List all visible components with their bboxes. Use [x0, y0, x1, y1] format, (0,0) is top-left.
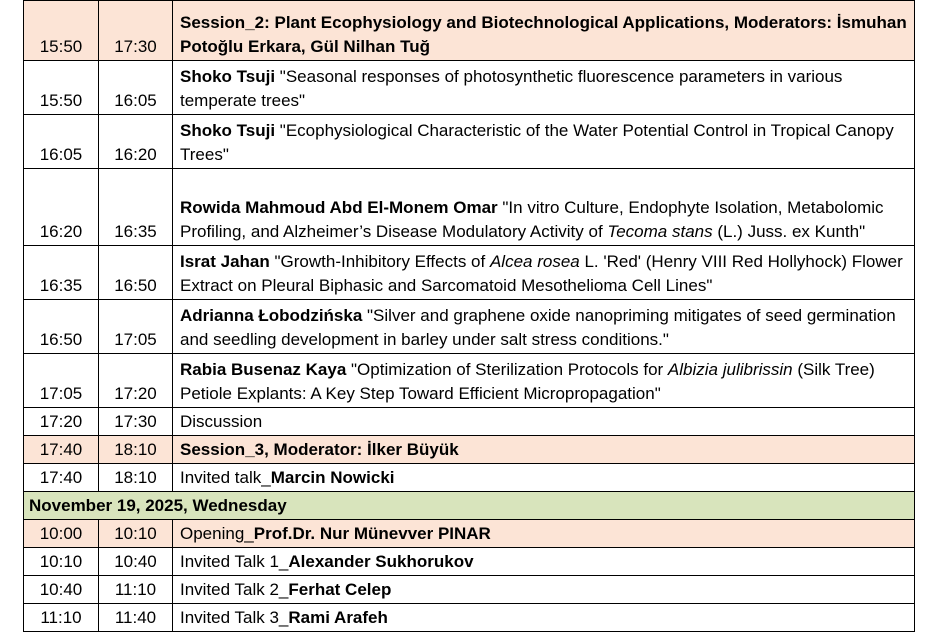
table-row — [24, 604, 915, 632]
table-row — [24, 300, 915, 354]
end-time: 16:50 — [99, 246, 173, 300]
talk-title: "In vitro Culture, Endophyte Isolation, Metabolomic Profiling, and Alzheimer’s Disease Modulatory Activity of — [180, 198, 884, 241]
day-header-row — [24, 492, 915, 520]
speaker-name: Prof.Dr. Nur Münevver PINAR — [253, 524, 491, 543]
end-time: 16:05 — [99, 61, 173, 115]
speaker-name: Shoko Tsuji — [180, 67, 276, 86]
talk-title-end: (L.) Juss. ex Kunth" — [712, 222, 866, 241]
table-row — [24, 246, 915, 300]
end-time: 11:10 — [99, 576, 173, 604]
table-row — [24, 576, 915, 604]
table-row — [24, 436, 915, 464]
talk-cell — [173, 169, 915, 246]
end-time: 18:10 — [99, 436, 173, 464]
end-time: 17:30 — [99, 408, 173, 436]
talk-label: Opening_ — [180, 524, 254, 543]
invited-talk-cell — [173, 604, 915, 632]
speaker-name: Marcin Nowicki — [270, 468, 395, 487]
start-time: 10:10 — [24, 548, 99, 576]
start-time: 15:50 — [24, 61, 99, 115]
discussion-cell: Discussion — [173, 408, 915, 436]
table-row — [24, 548, 915, 576]
start-time: 15:50 — [24, 1, 99, 61]
speaker-name: Rowida Mahmoud Abd El-Monem Omar — [180, 198, 498, 217]
table-row — [24, 354, 915, 408]
talk-label: Invited Talk 3_ — [180, 608, 289, 627]
end-time: 16:20 — [99, 115, 173, 169]
table-row — [24, 408, 915, 436]
talk-cell — [173, 354, 915, 408]
start-time: 17:40 — [24, 436, 99, 464]
day-header — [24, 492, 915, 520]
table-row — [24, 1, 915, 61]
end-time: 11:40 — [99, 604, 173, 632]
start-time: 16:50 — [24, 300, 99, 354]
end-time: 17:30 — [99, 1, 173, 61]
talk-title: "Seasonal responses of photosynthetic fluorescence parameters in various temperate trees" — [180, 67, 843, 110]
start-time: 11:10 — [24, 604, 99, 632]
speaker-name: Rabia Busenaz Kaya — [180, 360, 347, 379]
talk-label: Invited Talk 2_ — [180, 580, 289, 599]
session-header — [173, 1, 915, 61]
talk-label: Invited talk_ — [180, 468, 271, 487]
table-row — [24, 520, 915, 548]
table-row — [24, 464, 915, 492]
end-time: 10:40 — [99, 548, 173, 576]
opening-cell — [173, 520, 915, 548]
table-row — [24, 169, 915, 246]
talk-title: "Silver and graphene oxide nanopriming mitigates of seed germination and seedling development in barley under salt stress conditions." — [180, 306, 896, 349]
start-time: 17:40 — [24, 464, 99, 492]
start-time: 16:20 — [24, 169, 99, 246]
talk-title-end: L. 'Red' (Henry VIII Red Hollyhock) Flower Extract on Pleural Biphasic and Sarcomatoid Mesothelioma Cell Lines" — [180, 252, 903, 295]
invited-talk-cell — [173, 548, 915, 576]
species-name: Alcea rosea — [489, 252, 580, 271]
speaker-name: Adrianna Łobodzińska — [180, 306, 363, 325]
species-name: Tecoma stans — [607, 222, 713, 241]
end-time: 17:20 — [99, 354, 173, 408]
talk-cell — [173, 61, 915, 115]
session-title: Session_2: Plant Ecophysiology and Biotechnological Applications, Moderators: İsmuhan Potoğlu Erkara, Gül Nilhan Tuğ — [180, 13, 907, 56]
start-time: 10:00 — [24, 520, 99, 548]
talk-cell — [173, 115, 915, 169]
speaker-name: Israt Jahan — [180, 252, 270, 271]
species-name: Albizia julibrissin — [667, 360, 793, 379]
end-time: 17:05 — [99, 300, 173, 354]
start-time: 17:20 — [24, 408, 99, 436]
table-row — [24, 115, 915, 169]
end-time: 16:35 — [99, 169, 173, 246]
session-header — [173, 436, 915, 464]
talk-title-end: (Silk Tree) Petiole Explants: A Key Step Toward Efficient Micropropagation" — [180, 360, 875, 403]
end-time: 10:10 — [99, 520, 173, 548]
talk-title: "Growth-Inhibitory Effects of — [269, 252, 490, 271]
start-time: 17:05 — [24, 354, 99, 408]
talk-title: "Ecophysiological Characteristic of the Water Potential Control in Tropical Canopy Trees" — [180, 121, 894, 164]
start-time: 16:05 — [24, 115, 99, 169]
talk-cell — [173, 300, 915, 354]
invited-talk-cell — [173, 464, 915, 492]
table-row — [24, 61, 915, 115]
speaker-name: Rami Arafeh — [288, 608, 388, 627]
start-time: 10:40 — [24, 576, 99, 604]
program-schedule-table — [23, 0, 915, 632]
speaker-name: Ferhat Celep — [288, 580, 392, 599]
talk-title: "Optimization of Sterilization Protocols for — [346, 360, 668, 379]
speaker-name: Shoko Tsuji — [180, 121, 276, 140]
day-title: November 19, 2025, Wednesday — [29, 496, 287, 515]
start-time: 16:35 — [24, 246, 99, 300]
talk-cell — [173, 246, 915, 300]
session-title: Session_3, Moderator: İlker Büyük — [180, 440, 459, 459]
invited-talk-cell — [173, 576, 915, 604]
talk-label: Invited Talk 1_ — [180, 552, 289, 571]
end-time: 18:10 — [99, 464, 173, 492]
speaker-name: Alexander Sukhorukov — [288, 552, 474, 571]
